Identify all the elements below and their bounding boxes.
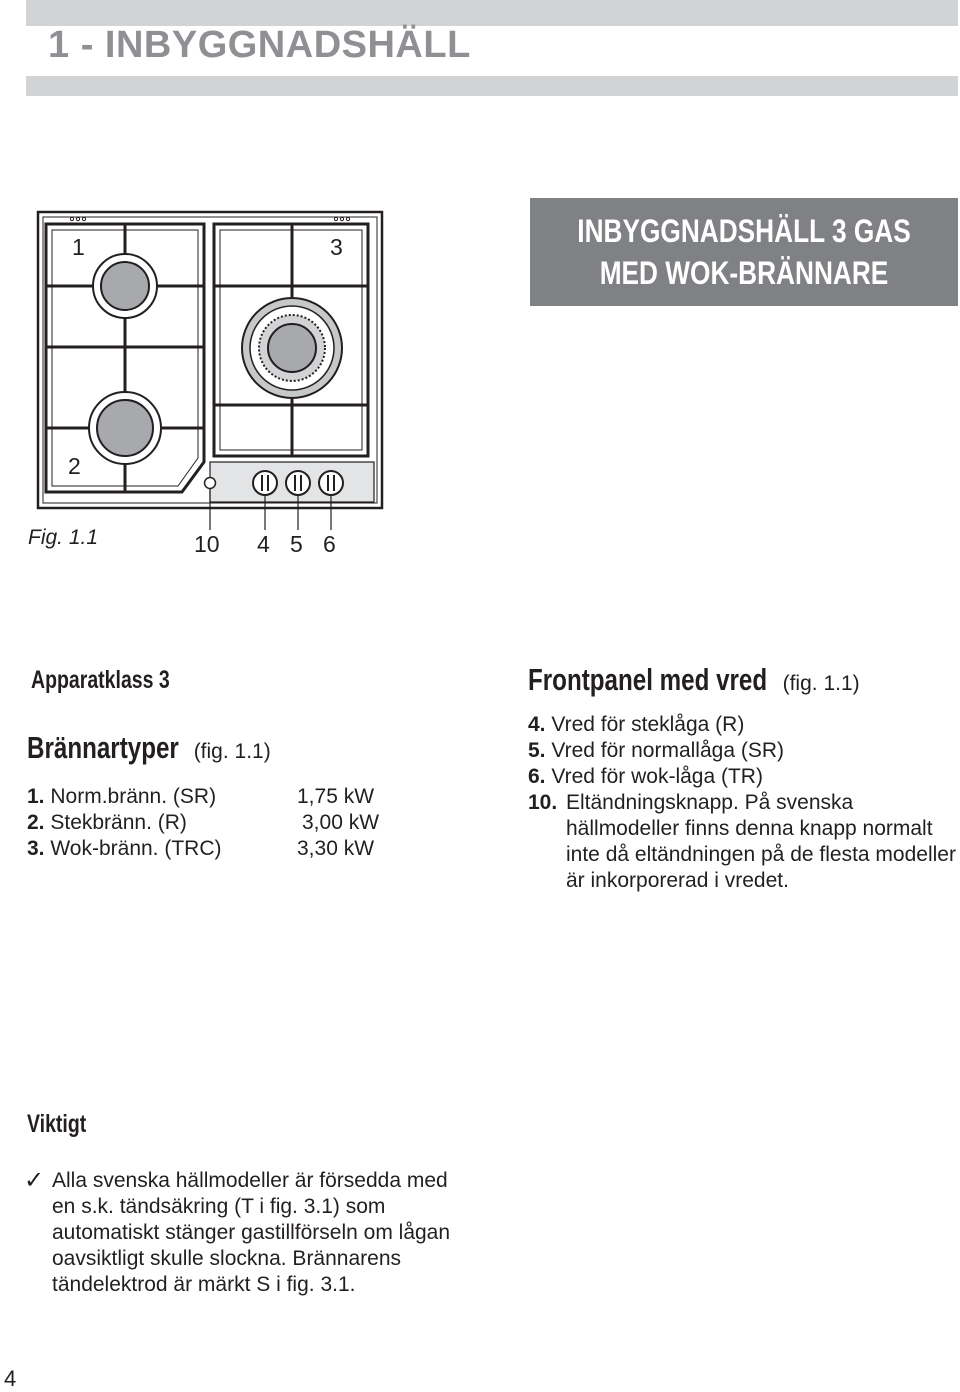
callout-6: 6 xyxy=(323,531,336,557)
burner-types-heading: Brännartyper (fig. 1.1) xyxy=(27,730,271,765)
knob-5-icon xyxy=(286,471,310,495)
front-panel-heading: Frontpanel med vred (fig. 1.1) xyxy=(528,662,860,697)
title-band-top xyxy=(26,0,958,26)
figure-caption: Fig. 1.1 xyxy=(28,526,99,549)
model-title-line1: INBYGGNADSHÄLL 3 GAS xyxy=(577,213,911,249)
burner-list xyxy=(27,784,447,862)
burner-label-2: 2 xyxy=(68,453,81,479)
appliance-class: Apparatklass 3 xyxy=(31,666,170,694)
control-knobs xyxy=(253,471,343,495)
knob-6-icon xyxy=(319,471,343,495)
important-heading: Viktigt xyxy=(27,1110,87,1138)
ignition-button-icon xyxy=(205,478,216,489)
front-panel-list xyxy=(528,712,958,894)
burner-row: 2. Stekbränn. (R) 3,00 kW xyxy=(27,811,380,834)
burner-label-1: 1 xyxy=(72,234,85,260)
list-item: 10. Eltändningsknapp. På svenska hällmodeller finns denna knapp normalt inte då eltändningen på de flesta modeller är inkorporerad i vredet. xyxy=(528,791,956,892)
burner-3-wok-icon xyxy=(242,298,342,398)
burner-label-3: 3 xyxy=(330,234,343,260)
burner-row: 1. Norm.bränn. (SR) 1,75 kW xyxy=(27,785,375,808)
callout-10: 10 xyxy=(194,531,220,557)
list-item: 6. Vred för wok-låga (TR) xyxy=(528,765,763,788)
burner-row: 3. Wok-bränn. (TRC) 3,30 kW xyxy=(27,837,375,860)
model-title-box xyxy=(530,198,958,306)
title-band-bottom xyxy=(26,76,958,96)
list-item: 5. Vred för normallåga (SR) xyxy=(528,739,784,762)
hob-diagram xyxy=(30,200,390,530)
callout-5: 5 xyxy=(290,531,303,557)
important-text: Alla svenska hällmodeller är försedda med en s.k. tändsäkring (T i fig. 3.1) som automatiskt stänger gastillförseln om lågan oavsiktligt skulle slockna. Brännarens tändelektrod är märkt S i fig. 3.1. xyxy=(52,1169,451,1296)
burner-2-icon xyxy=(89,392,161,464)
callout-4: 4 xyxy=(257,531,270,557)
burner-1-icon xyxy=(93,254,157,318)
page-title: 1 - INBYGGNADSHÄLL xyxy=(48,24,471,66)
page-number: 4 xyxy=(4,1366,17,1391)
knob-4-icon xyxy=(253,471,277,495)
model-title-line2: MED WOK-BRÄNNARE xyxy=(599,255,889,291)
important-note xyxy=(24,1168,464,1298)
checkmark-icon: ✓ xyxy=(24,1167,45,1194)
list-item: 4. Vred för steklåga (R) xyxy=(528,713,745,736)
